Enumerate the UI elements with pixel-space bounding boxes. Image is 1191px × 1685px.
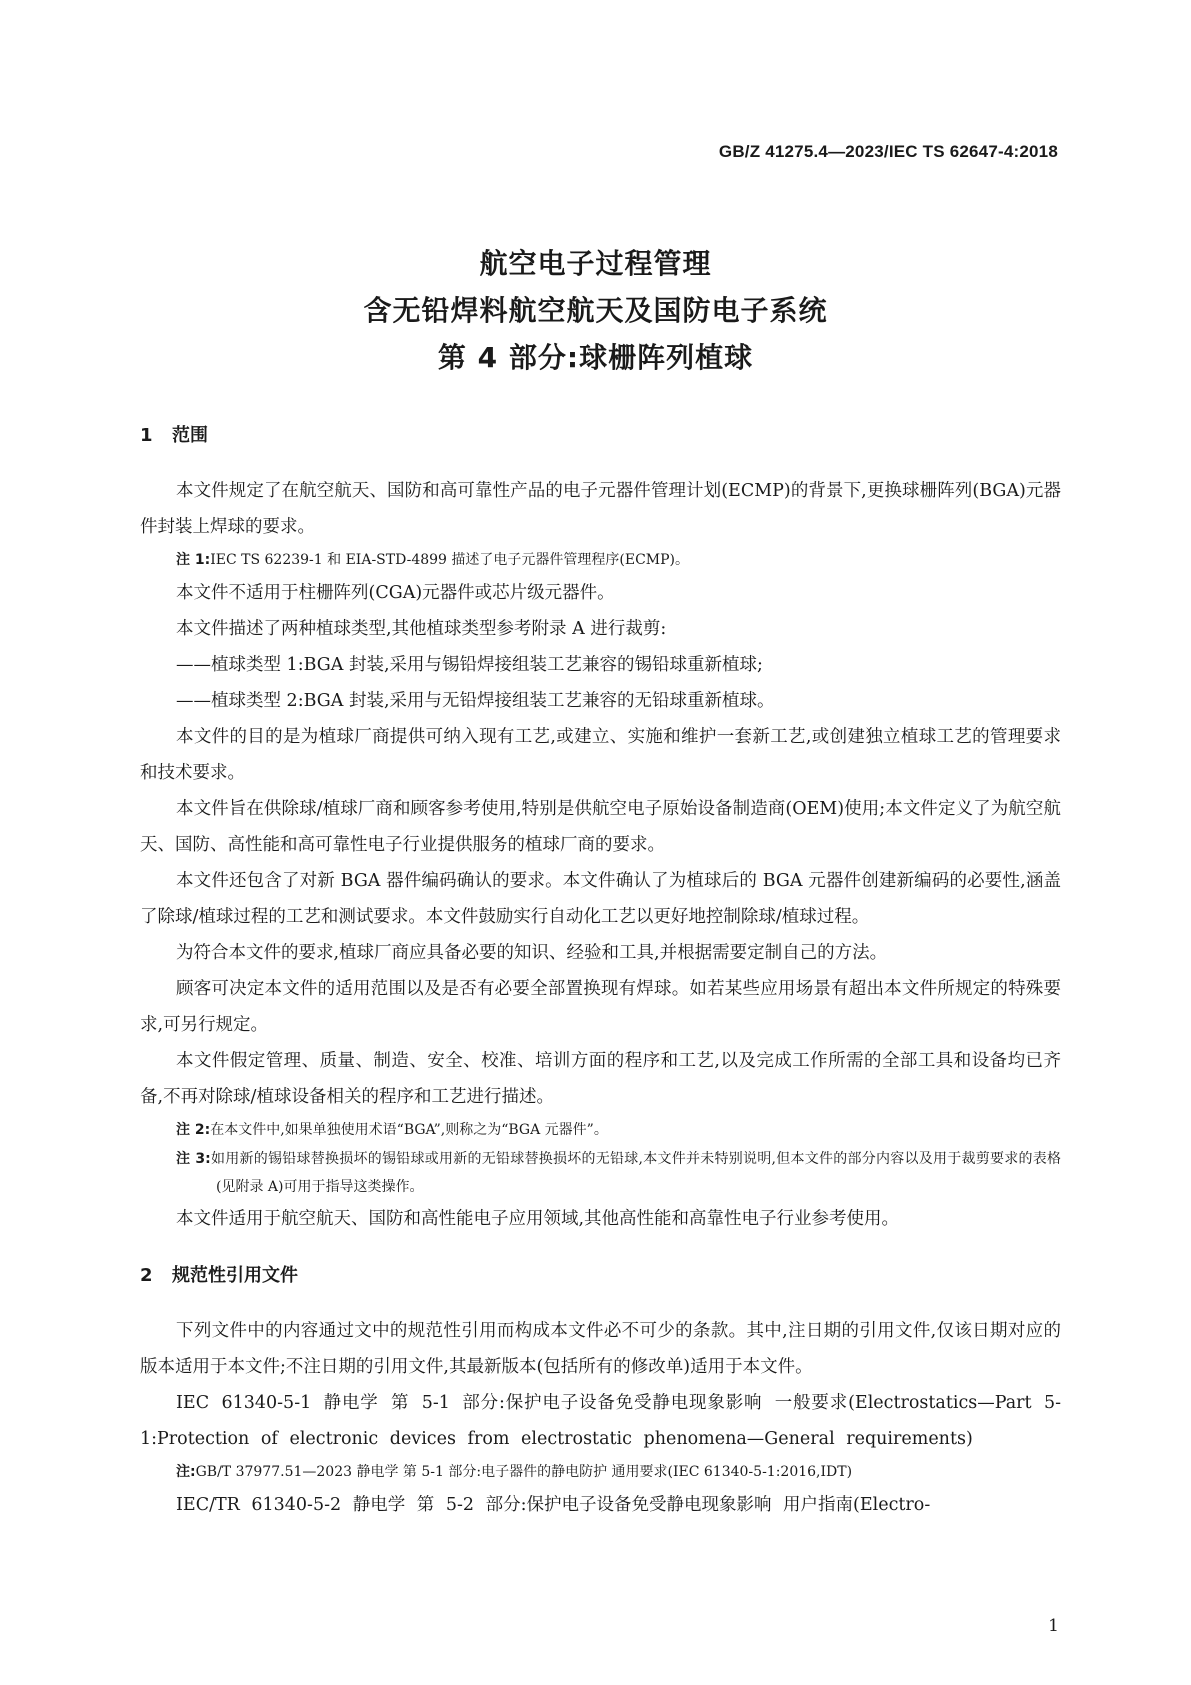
paragraph: 本文件描述了两种植球类型,其他植球类型参考附录 A 进行裁剪:: [176, 619, 667, 639]
note-text: GB/T 37977.51—2023 静电学 第 5-1 部分:电子器件的静电防护 通用要求(IEC 61340-5-1:2016,IDT): [195, 1464, 853, 1480]
standard-code: GB/Z 41275.4—2023/IEC TS 62647-4:2018: [718, 142, 1058, 161]
page-number: 1: [1048, 1616, 1059, 1636]
note-text: IEC TS 62239-1 和 EIA-STD-4899 描述了电子元器件管理程序(ECMP)。: [210, 552, 690, 568]
section-title: 规范性引用文件: [172, 1265, 298, 1286]
note-label: 注 3:: [176, 1151, 211, 1167]
section-2-heading: [140, 1263, 1061, 1289]
section-title: 范围: [172, 425, 208, 446]
note: [140, 1145, 1061, 1201]
note-text: 如用新的锡铅球替换损坏的锡铅球或用新的无铅球替换损坏的无铅球,本文件并未特别说明,但本文件的部分内容以及用于裁剪要求的表格(见附录 A)可用于指导这类操作。: [210, 1151, 1061, 1195]
note: [140, 1115, 1061, 1145]
document-title: [0, 240, 1191, 381]
paragraph: 本文件不适用于柱栅阵列(CGA)元器件或芯片级元器件。: [176, 583, 615, 603]
paragraph: 本文件的目的是为植球厂商提供可纳入现有工艺,或建立、实施和维护一套新工艺,或创建独立植球工艺的管理要求和技术要求。: [140, 727, 1061, 783]
paragraph: 为符合本文件的要求,植球厂商应具备必要的知识、经验和工具,并根据需要定制自己的方法。: [176, 943, 888, 963]
note: [140, 1457, 1061, 1487]
section-number: 2: [140, 1265, 153, 1286]
paragraph: 本文件规定了在航空航天、国防和高可靠性产品的电子元器件管理计划(ECMP)的背景下,更换球栅阵列(BGA)元器件封装上焊球的要求。: [140, 481, 1061, 537]
section-number: 1: [140, 425, 153, 446]
document-body: [140, 423, 1061, 1523]
note-label: 注 2:: [176, 1122, 211, 1138]
title-line-1: 航空电子过程管理: [479, 247, 712, 280]
note-label: 注:: [176, 1464, 196, 1480]
paragraph: 下列文件中的内容通过文中的规范性引用而构成本文件必不可少的条款。其中,注日期的引用文件,仅该日期对应的版本适用于本文件;不注日期的引用文件,其最新版本(包括所有的修改单)适用于本文件。: [140, 1321, 1061, 1377]
paragraph: 顾客可决定本文件的适用范围以及是否有必要全部置换现有焊球。如若某些应用场景有超出本文件所规定的特殊要求,可另行规定。: [140, 979, 1061, 1035]
list-item: ——植球类型 2:BGA 封装,采用与无铅焊接组装工艺兼容的无铅球重新植球。: [176, 691, 775, 711]
note: [140, 545, 1061, 575]
reference-entry: IEC 61340-5-1 静电学 第 5-1 部分:保护电子设备免受静电现象影响 一般要求(Electrostatics—Part 5-1:Protection of electronic devices from electrostatic phenomena—General requirements): [140, 1393, 1061, 1449]
title-line-2: 含无铅焊料航空航天及国防电子系统: [363, 294, 828, 327]
note-text: 在本文件中,如果单独使用术语“BGA”,则称之为“BGA 元器件”。: [210, 1122, 608, 1138]
note-label: 注 1:: [176, 552, 211, 568]
reference-entry: IEC/TR 61340-5-2 静电学 第 5-2 部分:保护电子设备免受静电现象影响 用户指南(Electro-: [176, 1495, 931, 1515]
paragraph: 本文件还包含了对新 BGA 器件编码确认的要求。本文件确认了为植球后的 BGA 元器件创建新编码的必要性,涵盖了除球/植球过程的工艺和测试要求。本文件鼓励实行自动化工艺以更好地控制除球/植球过程。: [140, 871, 1061, 927]
paragraph: 本文件假定管理、质量、制造、安全、校准、培训方面的程序和工艺,以及完成工作所需的全部工具和设备均已齐备,不再对除球/植球设备相关的程序和工艺进行描述。: [140, 1051, 1061, 1107]
list-item: ——植球类型 1:BGA 封装,采用与锡铅焊接组装工艺兼容的锡铅球重新植球;: [176, 655, 763, 675]
section-1-heading: [140, 423, 1061, 449]
title-line-3: 第 4 部分:球栅阵列植球: [437, 341, 754, 374]
paragraph: 本文件旨在供除球/植球厂商和顾客参考使用,特别是供航空电子原始设备制造商(OEM)使用;本文件定义了为航空航天、国防、高性能和高可靠性电子行业提供服务的植球厂商的要求。: [140, 799, 1061, 855]
paragraph: 本文件适用于航空航天、国防和高性能电子应用领域,其他高性能和高靠性电子行业参考使用。: [176, 1209, 900, 1229]
